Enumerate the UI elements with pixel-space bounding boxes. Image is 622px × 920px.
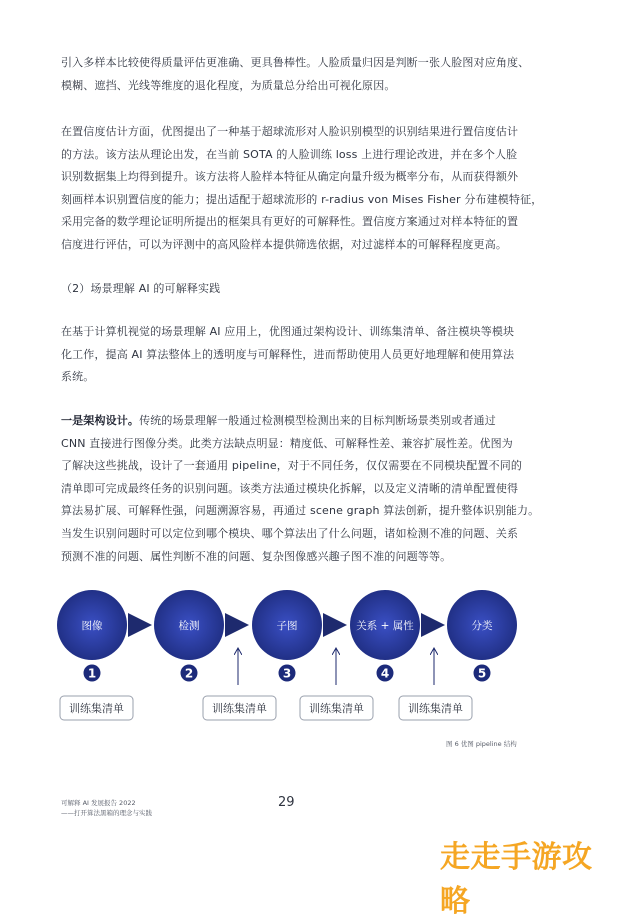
node-label-detection: 检测 [178,620,200,632]
text-line: 清单即可完成最终任务的识别问题。该类方法通过模块化拆解，以及定义清晰的清单配置使得 [61,481,519,495]
bold-lead: 一是架构设计。 [61,414,140,427]
text-line: 化工作，提高 AI 算法整体上的透明度与可解释性，进而帮助使用人员更好地理解和使用算法 [61,347,515,361]
text-line: 系统。 [61,370,95,384]
text-line: 了解决这些挑战，设计了一套通用 pipeline，对于不同任务，仅仅需要在不同模块配置不同的 [61,459,523,473]
text-line: 的方法。该方法从理论出发，在当前 SOTA 的人脸训练 loss 上进行理论改进，并在多个人脸 [61,147,518,161]
number-badge-text: 2 [184,666,194,681]
watermark-logo: 走走手游攻略 [440,840,593,919]
training-list-label: 训练集清单 [69,702,124,715]
node-label-subimage: 子图 [276,620,298,632]
number-badge-text: 5 [477,666,487,681]
node-label-image: 图像 [81,620,103,632]
training-list-label: 训练集清单 [408,702,463,715]
footer-report-title [61,798,152,818]
text-line: 刻画样本识别置信度的能力；提出适配于超球流形的 r-radius von Mises Fisher 分布建模特征， [61,192,543,206]
number-badge-text: 1 [87,666,97,681]
number-badge-text: 3 [282,666,292,681]
text-line: 在置信度估计方面，优图提出了一种基于超球流形对人脸识别模型的识别结果进行置信度估计 [61,125,519,138]
section-heading-text: （2）场景理解 AI 的可解释实践 [61,282,221,295]
number-badge-text: 4 [380,666,390,681]
paragraph-confidence-estimation [61,121,559,257]
text-line: CNN 直接进行图像分类。此类方法缺点明显：精度低、可解释性差、兼容扩展性差。优图为 [61,436,513,450]
text-line: 在基于计算机视觉的场景理解 AI 应用上，优图通过架构设计、训练集清单、备注模块等模块 [61,325,515,338]
text-line: 预测不准的问题、属性判断不准的问题、复杂图像感兴趣子图不准的问题等等。 [61,549,452,563]
training-list-label: 训练集清单 [212,702,267,715]
text-line: 模糊、遮挡、光线等维度的退化程度，为质量总分给出可视化原因。 [61,78,396,92]
text-line: 算法易扩展、可解释性强，问题溯源容易，再通过 scene graph 算法创新，提升整体识别能力。 [61,504,540,518]
paragraph-architecture-design [61,410,559,568]
pipeline-diagram [0,585,622,735]
footer-line-1: 可解释 AI 发展报告 2022 [61,799,136,807]
training-list-label: 训练集清单 [309,702,364,715]
node-label-classification: 分类 [471,620,493,632]
section-heading [61,278,559,301]
text-line: 识别数据集上均得到提升。该方法将人脸样本特征从确定向量升级为概率分布，从而获得额外 [61,170,519,184]
text-line: 传统的场景理解一般通过检测模型检测出来的目标判断场景类别或者通过 [139,414,496,427]
footer-line-2: ——打开算法黑箱的理念与实践 [61,809,152,817]
text-line: 引入多样本比较使得质量评估更准确、更具鲁棒性。人脸质量归因是判断一张人脸图对应角度、 [61,56,530,69]
text-line: 信度进行评估，可以为评测中的高风险样本提供筛选依据，对过滤样本的可解释程度更高。 [61,237,507,251]
figure-caption: 图 6 优图 pipeline 结构 [446,740,517,748]
node-label-relation-attribute: 关系 + 属性 [356,620,414,632]
paragraph-scene-understanding [61,321,559,389]
pipeline-diagram-svg [0,585,622,735]
text-line: 采用完备的数学理论证明所提出的框架具有更好的可解释性。置信度方案通过对样本特征的置 [61,215,519,229]
text-line: 当发生识别问题时可以定位到哪个模块、哪个算法出了什么问题，诸如检测不准的问题、关系 [61,526,519,540]
page-number: 29 [278,795,295,810]
paragraph-quality-attribution [61,52,559,97]
